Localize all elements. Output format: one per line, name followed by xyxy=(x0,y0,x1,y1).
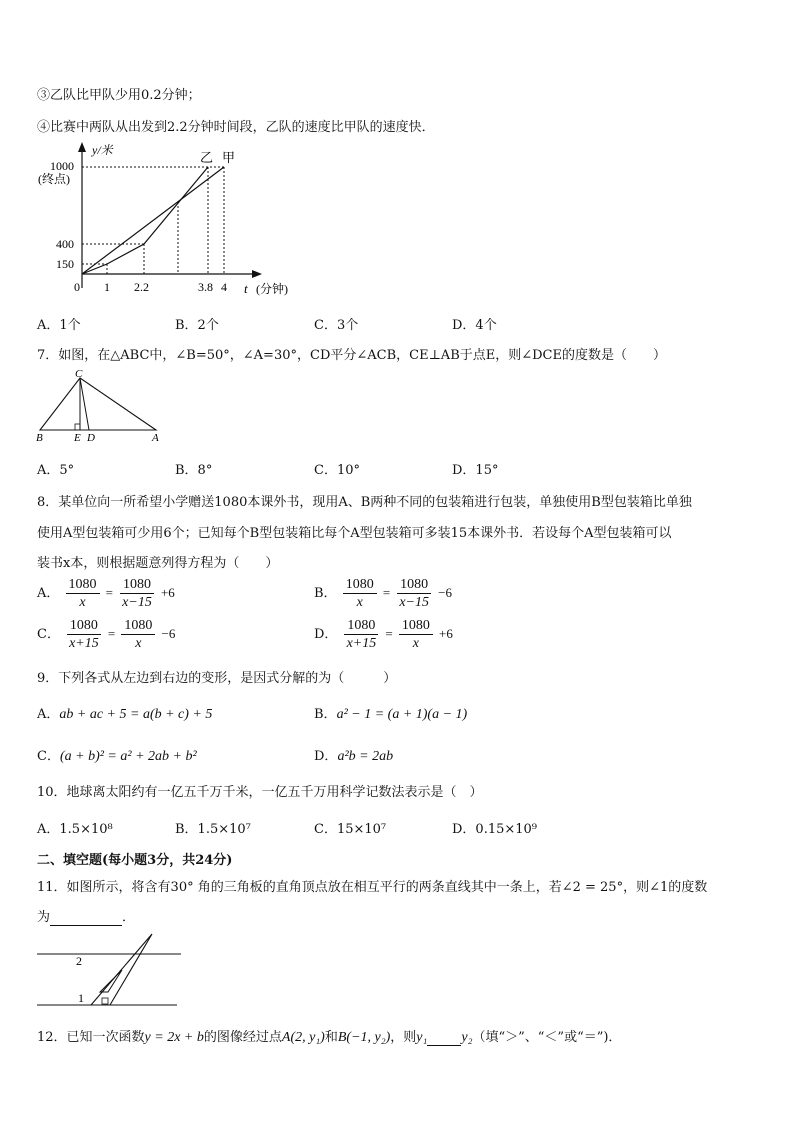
q7-triangle-figure xyxy=(34,368,168,444)
q8-option-c: C． $\frac{1080}{x+15}$ = $\frac{1080}{x}$ −6 xyxy=(37,618,176,651)
q9-option-b-expr: a² − 1 = (a + 1)(a − 1) xyxy=(336,707,468,722)
label-yi: 乙 xyxy=(200,150,214,165)
q11-line-2-prefix: 为 xyxy=(37,910,51,925)
q6-option-c: C．3个 xyxy=(314,318,359,333)
denominator: x xyxy=(135,636,142,651)
q11-line-2 xyxy=(37,906,135,926)
finish-label: (终点) xyxy=(38,172,70,186)
label-c: C xyxy=(75,368,83,380)
q9-option-d-expr: a²b = 2ab xyxy=(337,749,394,764)
q8-option-c-right-fraction xyxy=(121,617,155,652)
numerator: 1080 xyxy=(344,617,378,635)
q10-option-b: B．1.5×10⁷ xyxy=(175,822,251,837)
q8-option-a-tail: +6 xyxy=(160,585,175,600)
q12-prefix: 12．已知一次函数 xyxy=(37,1030,145,1045)
section-heading: 二、填空题(每小题3分，共24分) xyxy=(37,853,233,868)
q7-option-b: B．8° xyxy=(175,463,213,478)
y-axis-arrow xyxy=(78,142,86,152)
triangle-abc xyxy=(40,378,156,430)
numerator: 1080 xyxy=(67,617,101,635)
q6-option-d: D．4个 xyxy=(452,318,497,333)
q7-option-d: D．15° xyxy=(452,463,499,478)
statement-4: ④比赛中两队从出发到2.2分钟时间段，乙队的速度比甲队的速度快． xyxy=(37,120,435,135)
denominator: x−15 xyxy=(399,595,429,610)
q9-option-c-expr: (a + b)² = a² + 2ab + b² xyxy=(59,749,197,764)
q8-option-d: D． $\frac{1080}{x+15}$ = $\frac{1080}{x}$ +6 xyxy=(314,618,453,651)
denominator: x−15 xyxy=(122,595,152,610)
line-yi xyxy=(82,167,208,274)
q12-point-a: A(2, y₁) xyxy=(281,1030,325,1045)
q9-option-c-label: C． xyxy=(37,749,60,764)
q8-option-a-left-fraction xyxy=(66,576,100,611)
tick-t38: 3.8 xyxy=(198,280,213,294)
q8-option-c-tail: −6 xyxy=(161,626,176,641)
y-axis-label: y/米 xyxy=(92,143,113,157)
q7-option-c: C．10° xyxy=(314,463,360,478)
numerator: 1080 xyxy=(120,576,154,594)
q8-option-a-label: A． xyxy=(37,586,60,601)
denominator: x+15 xyxy=(69,636,99,651)
q10-option-d: D．0.15×10⁹ xyxy=(452,822,538,837)
numerator: 1080 xyxy=(399,617,433,635)
right-angle-mark xyxy=(75,424,80,430)
numerator: 1080 xyxy=(66,576,100,594)
q8-option-b-left-fraction xyxy=(343,576,377,611)
q9-option-a-label: A． xyxy=(37,707,60,722)
tick-t1: 1 xyxy=(104,280,110,294)
q8-line-2: 使用A型包装箱可少用6个；已知每个B型包装箱比每个A型包装箱可多装15本课外书．若设每个A型包装箱可以 xyxy=(37,526,672,541)
denominator: x xyxy=(79,595,86,610)
q12-text xyxy=(37,1026,621,1046)
numerator: 1080 xyxy=(343,576,377,594)
q8-option-a: A． $\frac{1080}{x}$ = $\frac{1080}{x-15}$ +6 xyxy=(37,577,175,610)
tick-t4: 4 xyxy=(221,280,227,294)
q8-option-b-label: B． xyxy=(314,586,337,601)
q11-line-1: 11．如图所示，将含有30° 角的三角板的直角顶点放在相互平行的两条直线其中一条上，若∠2 = 25°，则∠1的度数 xyxy=(37,880,708,895)
q9-option-b xyxy=(314,703,467,723)
q8-option-b: B． $\frac{1080}{x}$ = $\frac{1080}{x-15}$ −6 xyxy=(314,577,452,610)
q7-option-a: A．5° xyxy=(37,463,75,478)
q8-option-b-tail: −6 xyxy=(438,585,452,600)
numerator: 1080 xyxy=(397,576,431,594)
q8-option-b-right-fraction xyxy=(396,576,432,611)
q8-option-d-label: D． xyxy=(314,627,338,642)
denominator: x xyxy=(356,595,363,610)
x-axis-label: t xyxy=(244,281,248,296)
q12-answer-blank[interactable] xyxy=(427,1030,461,1046)
q7-text: 7．如图，在△ABC中，∠B=50°，∠A=30°，CD平分∠ACB，CE⊥AB于点E，则∠DCE的度数是（ ） xyxy=(37,348,666,363)
q12-y2: y₂ xyxy=(461,1030,473,1045)
label-e: E xyxy=(74,432,81,444)
q6-option-b: B．2个 xyxy=(175,318,219,333)
tick-t22: 2.2 xyxy=(134,280,149,294)
label-d: D xyxy=(87,432,95,444)
q12-and: 和 xyxy=(324,1030,338,1045)
q11-parallel-lines-figure xyxy=(34,928,184,1008)
label-b: B xyxy=(36,432,43,444)
q9-option-d xyxy=(314,745,393,765)
q12-suffix: （填“＞”、“＜”或“＝”)． xyxy=(472,1030,622,1045)
q8-option-d-tail: +6 xyxy=(439,626,453,641)
angle-1-label: 1 xyxy=(78,991,84,1005)
denominator: x xyxy=(412,636,419,651)
origin-label: 0 xyxy=(74,280,80,294)
q8-option-d-right-fraction xyxy=(399,617,433,652)
q8-option-a-right-fraction xyxy=(119,576,155,611)
q8-option-c-left-fraction xyxy=(66,617,102,652)
q8-option-d-left-fraction xyxy=(344,617,380,652)
q12-y1: y₁ xyxy=(416,1030,428,1045)
q8-line-1: 8．某单位向一所希望小学赠送1080本课外书，现用A、B两种不同的包装箱进行包装，单独使用B型包装箱比单独 xyxy=(37,495,692,510)
set-square-inner xyxy=(100,970,122,992)
q10-option-a: A．1.5×10⁸ xyxy=(37,822,113,837)
x-axis-unit: (分钟) xyxy=(256,282,288,296)
right-angle-mark xyxy=(102,998,108,1004)
tick-150: 150 xyxy=(56,257,74,271)
q8-option-c-label: C． xyxy=(37,627,60,642)
denominator: x+15 xyxy=(346,636,377,651)
q11-line-2-suffix: ． xyxy=(122,910,136,925)
q9-option-a-expr: ab + ac + 5 = a(b + c) + 5 xyxy=(59,707,213,722)
q9-option-d-label: D． xyxy=(314,749,338,764)
tick-1000: 1000 xyxy=(50,159,74,173)
q10-text: 10．地球离太阳约有一亿五千万千米，一亿五千万用科学记数法表示是（ ） xyxy=(37,785,483,800)
x-axis-arrow xyxy=(252,270,262,278)
numerator: 1080 xyxy=(121,617,155,635)
q12-point-b: B(−1, y₂) xyxy=(337,1030,391,1045)
q11-answer-blank[interactable] xyxy=(50,910,122,926)
q9-option-b-label: B． xyxy=(314,707,337,722)
q9-option-a xyxy=(37,703,212,723)
q10-option-c: C．15×10⁷ xyxy=(314,822,387,837)
q8-line-3: 装书x本，则根据题意列得方程为（ ） xyxy=(37,556,279,571)
q12-function: y = 2x + b xyxy=(144,1030,204,1045)
statement-3: ③乙队比甲队少用0.2分钟； xyxy=(37,88,201,103)
tick-400: 400 xyxy=(56,237,74,251)
q12-mid-2: ，则 xyxy=(390,1030,417,1045)
q9-text: 9．下列各式从左边到右边的变形，是因式分解的为（ ） xyxy=(37,671,397,686)
distance-time-graph xyxy=(30,140,310,302)
label-jia: 甲 xyxy=(222,150,236,165)
line-jia xyxy=(82,167,224,274)
q12-mid-1: 的图像经过点 xyxy=(203,1030,282,1045)
set-square-outer xyxy=(91,934,152,1005)
q9-option-c xyxy=(37,745,197,765)
angle-2-label: 2 xyxy=(76,954,82,968)
bisector-cd xyxy=(80,378,89,430)
q6-option-a: A．1个 xyxy=(37,318,81,333)
label-a: A xyxy=(152,432,159,444)
